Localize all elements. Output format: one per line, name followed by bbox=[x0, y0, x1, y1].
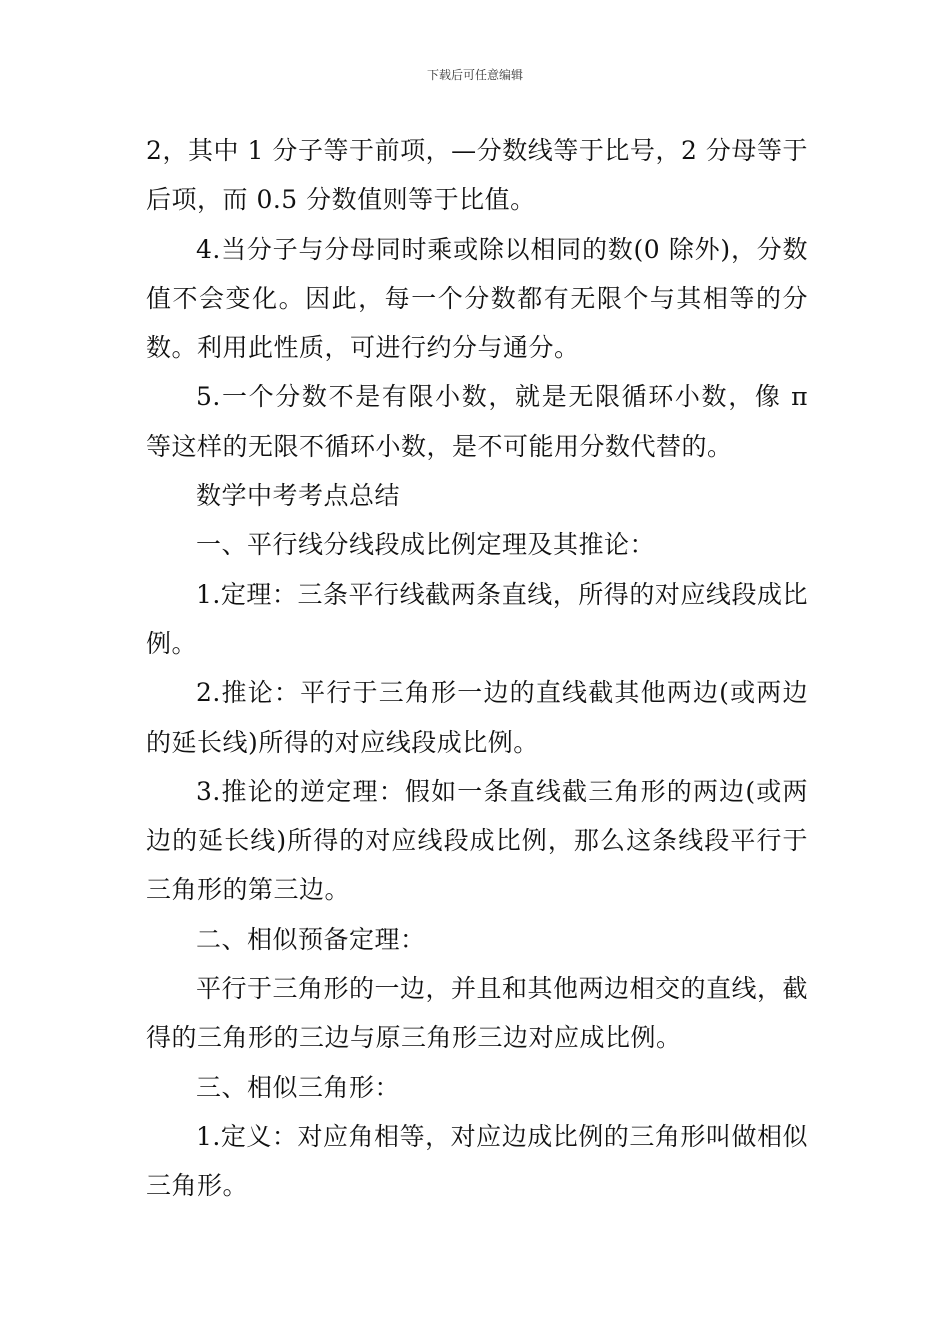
paragraph-corollary: 2.推论：平行于三角形一边的直线截其他两边(或两边的延长线)所得的对应线段成比例。 bbox=[146, 678, 808, 757]
paragraph-item-5: 5.一个分数不是有限小数，就是无限循环小数，像 π 等这样的无限不循环小数，是不可能用分数代替的。 bbox=[146, 382, 808, 461]
paragraph-continuation: 2，其中 1 分子等于前项，—分数线等于比号，2 分母等于后项，而 0.5 分数值则等于比值。 bbox=[146, 136, 808, 215]
heading-three: 三、相似三角形： bbox=[196, 1072, 401, 1102]
page-header: 下载后可任意编辑 bbox=[426, 68, 523, 82]
heading-two: 二、相似预备定理： bbox=[196, 924, 426, 954]
paragraph-theorem: 1.定理：三条平行线截两条直线，所得的对应线段成比例。 bbox=[146, 579, 808, 658]
heading-one: 一、平行线分线段成比例定理及其推论： bbox=[196, 530, 656, 560]
section-title: 数学中考考点总结 bbox=[196, 481, 401, 511]
paragraph-converse: 3.推论的逆定理：假如一条直线截三角形的两边(或两边的延长线)所得的对应线段成比例，那么这条线段平行于三角形的第三边。 bbox=[146, 776, 808, 905]
paragraph-item-4: 4.当分子与分母同时乘或除以相同的数(0 除外)，分数值不会变化。因此，每一个分数都有无限个与其相等的分数。利用此性质，可进行约分与通分。 bbox=[146, 234, 808, 363]
paragraph-definition: 1.定义：对应角相等，对应边成比例的三角形叫做相似三角形。 bbox=[146, 1121, 808, 1201]
document-body bbox=[146, 126, 808, 1211]
paragraph-similarity-lemma: 平行于三角形的一边，并且和其他两边相交的直线，截得的三角形的三边与原三角形三边对应成比例。 bbox=[146, 974, 809, 1053]
